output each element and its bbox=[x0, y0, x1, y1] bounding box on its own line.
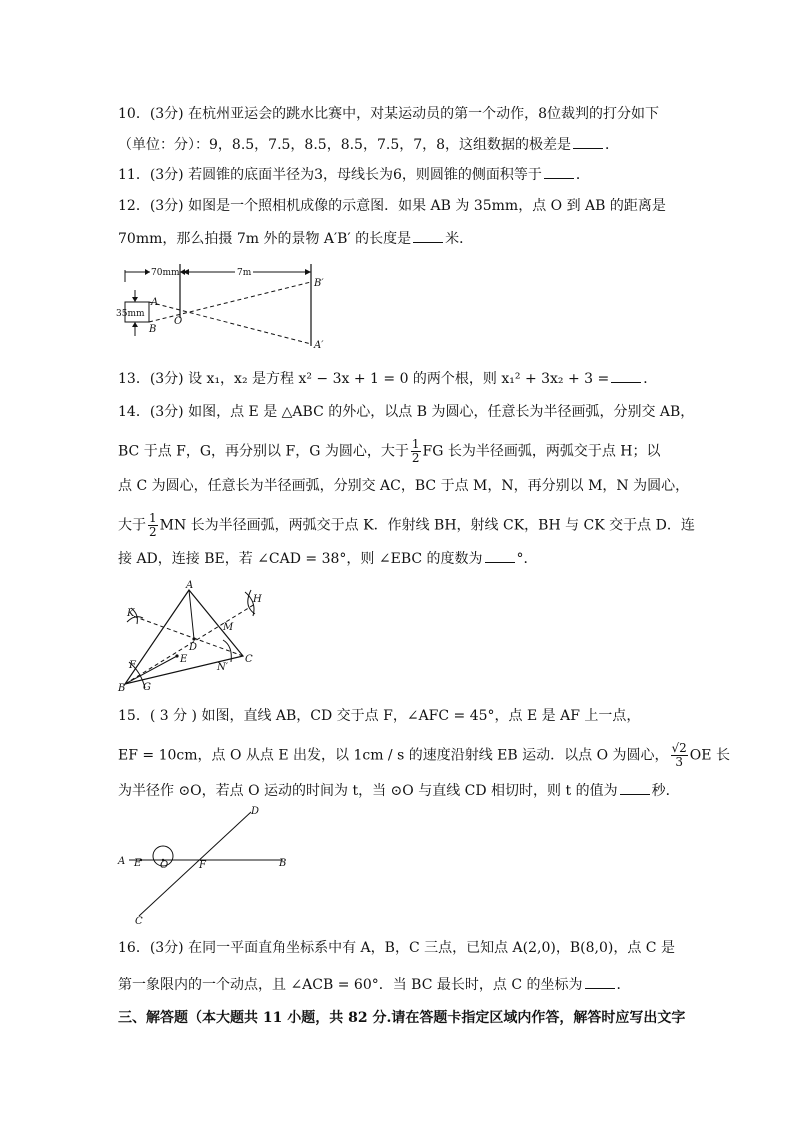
point-F: F bbox=[129, 660, 136, 671]
point-E: E bbox=[180, 654, 188, 665]
point-D: D bbox=[189, 642, 198, 653]
point-B-prime: B′ bbox=[314, 278, 324, 289]
answer-blank bbox=[620, 780, 650, 795]
fraction-root2-over-3: $\frac{√2}{3}$ bbox=[671, 741, 687, 769]
q13-line1: 13．(3分) 设 x₁，x₂ 是方程 x² − 3x + 1 = 0 的两个根，则 x₁² + 3x₂ + 3 = ． bbox=[118, 368, 657, 389]
q14-line4: 大于 $\frac{1}{2}$ MN 长为半径画弧，两弧交于点 K．作射线 BH，射线 CK，BH 与 CK 交于点 D．连 bbox=[118, 511, 695, 539]
q14-line3: 点 C 为圆心，任意长为半径画弧，分别交 AC，BC 于点 M，N，再分别以 M，N 为圆心， bbox=[118, 478, 690, 494]
point-F: F bbox=[199, 860, 206, 871]
q10-line1: 10．(3分) 在杭州亚运会的跳水比赛中，对某运动员的第一个动作，8位裁判的打分如下 bbox=[118, 106, 660, 122]
point-H: H bbox=[253, 594, 262, 605]
triangle-diagram bbox=[115, 580, 275, 694]
q12-line2: 70mm，那么拍摄 7m 外的景物 A′B′ 的长度是 米． bbox=[118, 228, 473, 249]
answer-blank bbox=[485, 548, 515, 563]
q14-line5: 接 AD，连接 BE，若 ∠CAD = 38°，则 ∠EBC 的度数为 °． bbox=[118, 548, 538, 569]
fraction-half: $\frac{1}{2}$ bbox=[149, 511, 157, 539]
q15-line3: 为半径作 ⊙O，若点 O 运动的时间为 t，当 ⊙O 与直线 CD 相切时，则 t 的值为 秒． bbox=[118, 780, 680, 801]
q15-line2: EF = 10cm，点 O 从点 E 出发，以 1cm / s 的速度沿射线 EB 运动．以点 O 为圆心， $\frac{√2}{3}$ OE 长 bbox=[118, 741, 730, 769]
point-M: M bbox=[223, 622, 234, 633]
point-A: A bbox=[186, 580, 194, 591]
tangent-circle-diagram bbox=[115, 804, 295, 926]
point-C: C bbox=[135, 916, 143, 926]
answer-blank bbox=[573, 134, 603, 149]
q16-line1: 16．(3分) 在同一平面直角坐标系中有 A，B，C 三点，已知点 A(2,0)，B(8,0)，点 C 是 bbox=[118, 940, 675, 956]
point-K: K bbox=[127, 608, 135, 619]
point-B: B bbox=[149, 324, 157, 335]
point-D: D bbox=[251, 806, 260, 817]
answer-blank bbox=[413, 228, 443, 243]
point-A: A bbox=[118, 856, 126, 867]
answer-blank bbox=[611, 368, 641, 383]
fraction-half: $\frac{1}{2}$ bbox=[411, 437, 420, 465]
answer-blank bbox=[544, 164, 574, 179]
section3-heading: 三、解答题（本大题共 11 小题，共 82 分.请在答题卡指定区域内作答，解答时应写出文字 bbox=[118, 1010, 686, 1026]
point-A: A bbox=[151, 297, 159, 308]
label-70mm: 70mm bbox=[151, 268, 180, 278]
point-O: O bbox=[174, 316, 183, 327]
point-C: C bbox=[245, 654, 253, 665]
q15-line1: 15．( 3 分 ) 如图，直线 AB，CD 交于点 F，∠AFC = 45°，点 E 是 AF 上一点， bbox=[118, 708, 641, 724]
q16-line2: 第一象限内的一个动点，且 ∠ACB = 60°．当 BC 最长时，点 C 的坐标为 ． bbox=[118, 974, 631, 995]
point-B: B bbox=[279, 858, 287, 869]
q14-line2: BC 于点 F，G，再分别以 F，G 为圆心，大于 $\frac{1}{2}$ FG 长为半径画弧，两弧交于点 H；以 bbox=[118, 437, 661, 465]
point-G: G bbox=[143, 682, 151, 693]
point-N: N′ bbox=[217, 662, 229, 673]
label-7m: 7m bbox=[237, 268, 252, 278]
q12-line1: 12．(3分) 如图是一个照相机成像的示意图．如果 AB 为 35mm，点 O 到 AB 的距离是 bbox=[118, 198, 666, 214]
point-E: E bbox=[134, 858, 142, 869]
point-B: B bbox=[118, 683, 126, 694]
q10-line2: （单位：分）：9，8.5，7.5，8.5，8.5，7.5，7，8，这组数据的极差是 ． bbox=[118, 134, 619, 155]
camera-diagram bbox=[115, 256, 345, 352]
point-O: O bbox=[160, 860, 169, 871]
answer-blank bbox=[585, 974, 615, 989]
point-A-prime: A′ bbox=[314, 340, 324, 351]
q11-line1: 11．(3分) 若圆锥的底面半径为3，母线长为6，则圆锥的侧面积等于 ． bbox=[118, 164, 590, 185]
label-35mm: 35mm bbox=[116, 309, 145, 319]
q14-line1: 14．(3分) 如图，点 E 是 △ABC 的外心，以点 B 为圆心，任意长为半径画弧，分别交 AB， bbox=[118, 404, 695, 420]
